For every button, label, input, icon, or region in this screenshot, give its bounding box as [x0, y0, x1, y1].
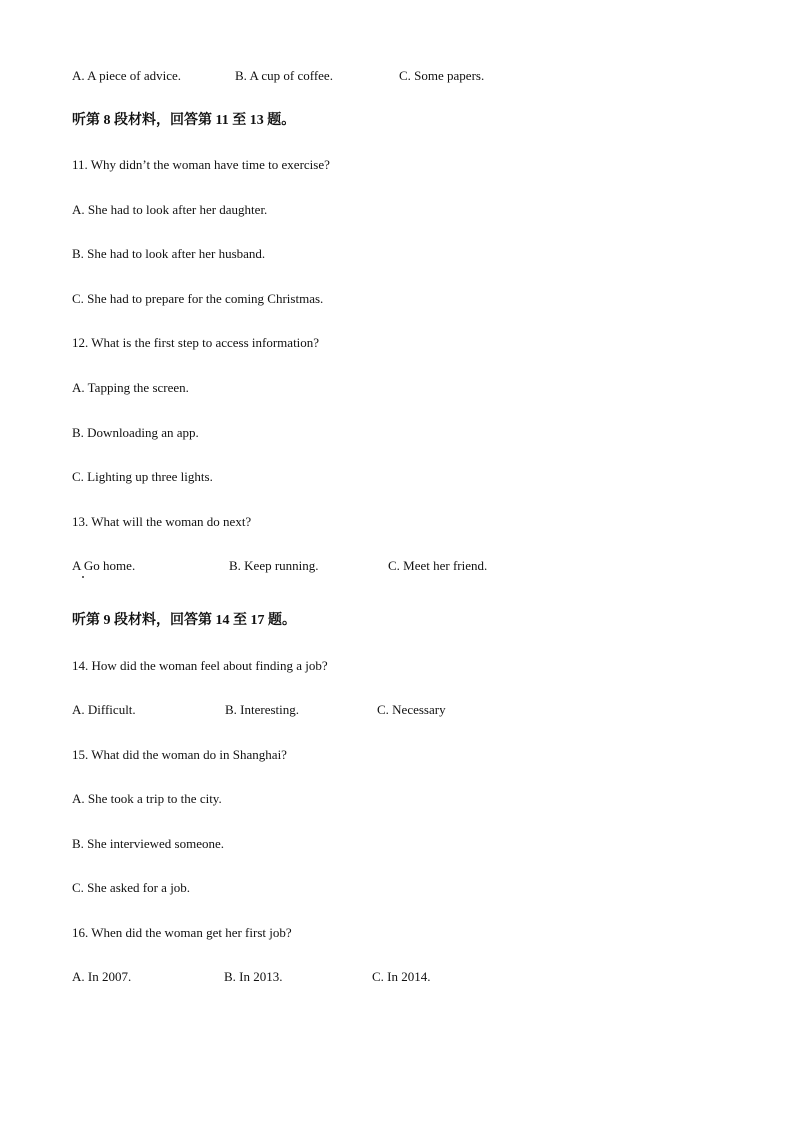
q14-question: 14. How did the woman feel about finding a job?	[72, 658, 328, 673]
stray-dot-mark	[82, 576, 84, 578]
section8-heading: 听第 8 段材料，回答第 11 至 13 题。	[72, 113, 296, 128]
section9-heading: 听第 9 段材料，回答第 14 至 17 题。	[72, 613, 296, 628]
q14-option-c: C. Necessary	[377, 702, 446, 717]
q12-option-c: C. Lighting up three lights.	[72, 469, 213, 484]
q12-option-b: B. Downloading an app.	[72, 425, 199, 440]
q10-option-c: C. Some papers.	[399, 68, 485, 83]
q14-option-b: B. Interesting.	[225, 702, 300, 717]
q15-option-c: C. She asked for a job.	[72, 880, 191, 895]
q11-option-a: A. She had to look after her daughter.	[72, 202, 268, 217]
q13-option-b: B. Keep running.	[229, 558, 319, 573]
q14-option-a: A. Difficult.	[72, 702, 136, 717]
q11-option-c: C. She had to prepare for the coming Christmas.	[72, 291, 324, 306]
q16-option-a: A. In 2007.	[72, 969, 132, 984]
q16-option-b: B. In 2013.	[224, 969, 283, 984]
q12-option-a: A. Tapping the screen.	[72, 380, 189, 395]
q15-question: 15. What did the woman do in Shanghai?	[72, 747, 287, 762]
q13-option-a: A Go home.	[72, 558, 136, 573]
q13-option-c: C. Meet her friend.	[388, 558, 488, 573]
q10-option-b: B. A cup of coffee.	[235, 68, 333, 83]
q15-option-b: B. She interviewed someone.	[72, 836, 224, 851]
q11-question: 11. Why didn’t the woman have time to exercise?	[72, 157, 330, 172]
q12-question: 12. What is the first step to access information?	[72, 335, 320, 350]
q10-option-a: A. A piece of advice.	[72, 68, 182, 83]
q16-option-c: C. In 2014.	[372, 969, 431, 984]
q13-question: 13. What will the woman do next?	[72, 514, 252, 529]
q15-option-a: A. She took a trip to the city.	[72, 791, 222, 806]
q16-question: 16. When did the woman get her first job?	[72, 925, 292, 940]
q11-option-b: B. She had to look after her husband.	[72, 246, 266, 261]
